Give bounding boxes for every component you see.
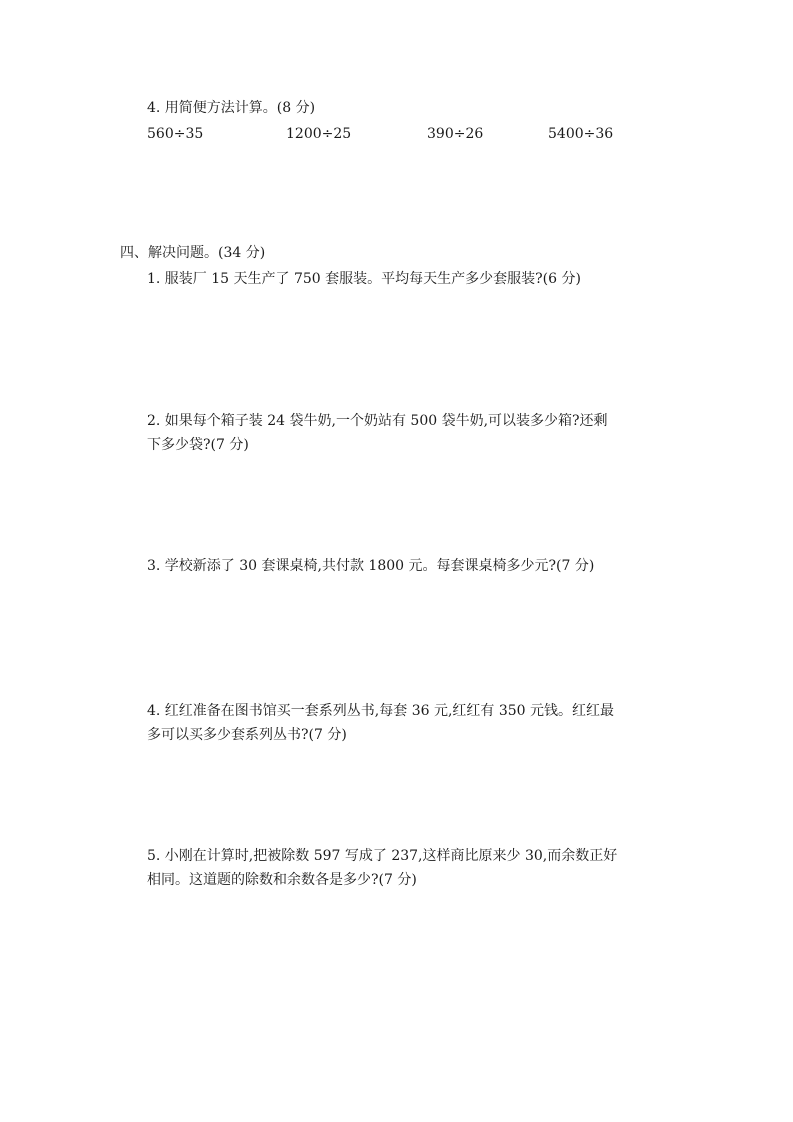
expression-item: 560÷35 — [147, 126, 204, 142]
problem-4-text: 4. 红红准备在图书馆买一套系列丛书,每套 36 元,红红有 350 元钱。红红最 — [147, 703, 615, 719]
question-title: 4. 用简便方法计算。(8 分) — [147, 100, 316, 116]
problem-5-text-continued: 相同。这道题的除数和余数各是多少?(7 分) — [147, 872, 417, 888]
problem-2-text: 2. 如果每个箱子装 24 袋牛奶,一个奶站有 500 袋牛奶,可以装多少箱?还剩 — [147, 413, 608, 429]
problem-5-text: 5. 小刚在计算时,把被除数 597 写成了 237,这样商比原来少 30,而余数正好 — [147, 848, 618, 864]
section-heading: 四、解决问题。(34 分) — [120, 245, 266, 261]
problem-4-text-continued: 多可以买多少套系列丛书?(7 分) — [147, 727, 347, 743]
expression-item: 1200÷25 — [286, 126, 352, 142]
problem-3-text: 3. 学校新添了 30 套课桌椅,共付款 1800 元。每套课桌椅多少元?(7 分) — [147, 558, 595, 574]
problem-1-text: 1. 服装厂 15 天生产了 750 套服装。平均每天生产多少套服装?(6 分) — [147, 271, 581, 287]
problem-2-text-continued: 下多少袋?(7 分) — [147, 437, 249, 453]
expression-item: 5400÷36 — [548, 126, 614, 142]
expression-item: 390÷26 — [427, 126, 484, 142]
